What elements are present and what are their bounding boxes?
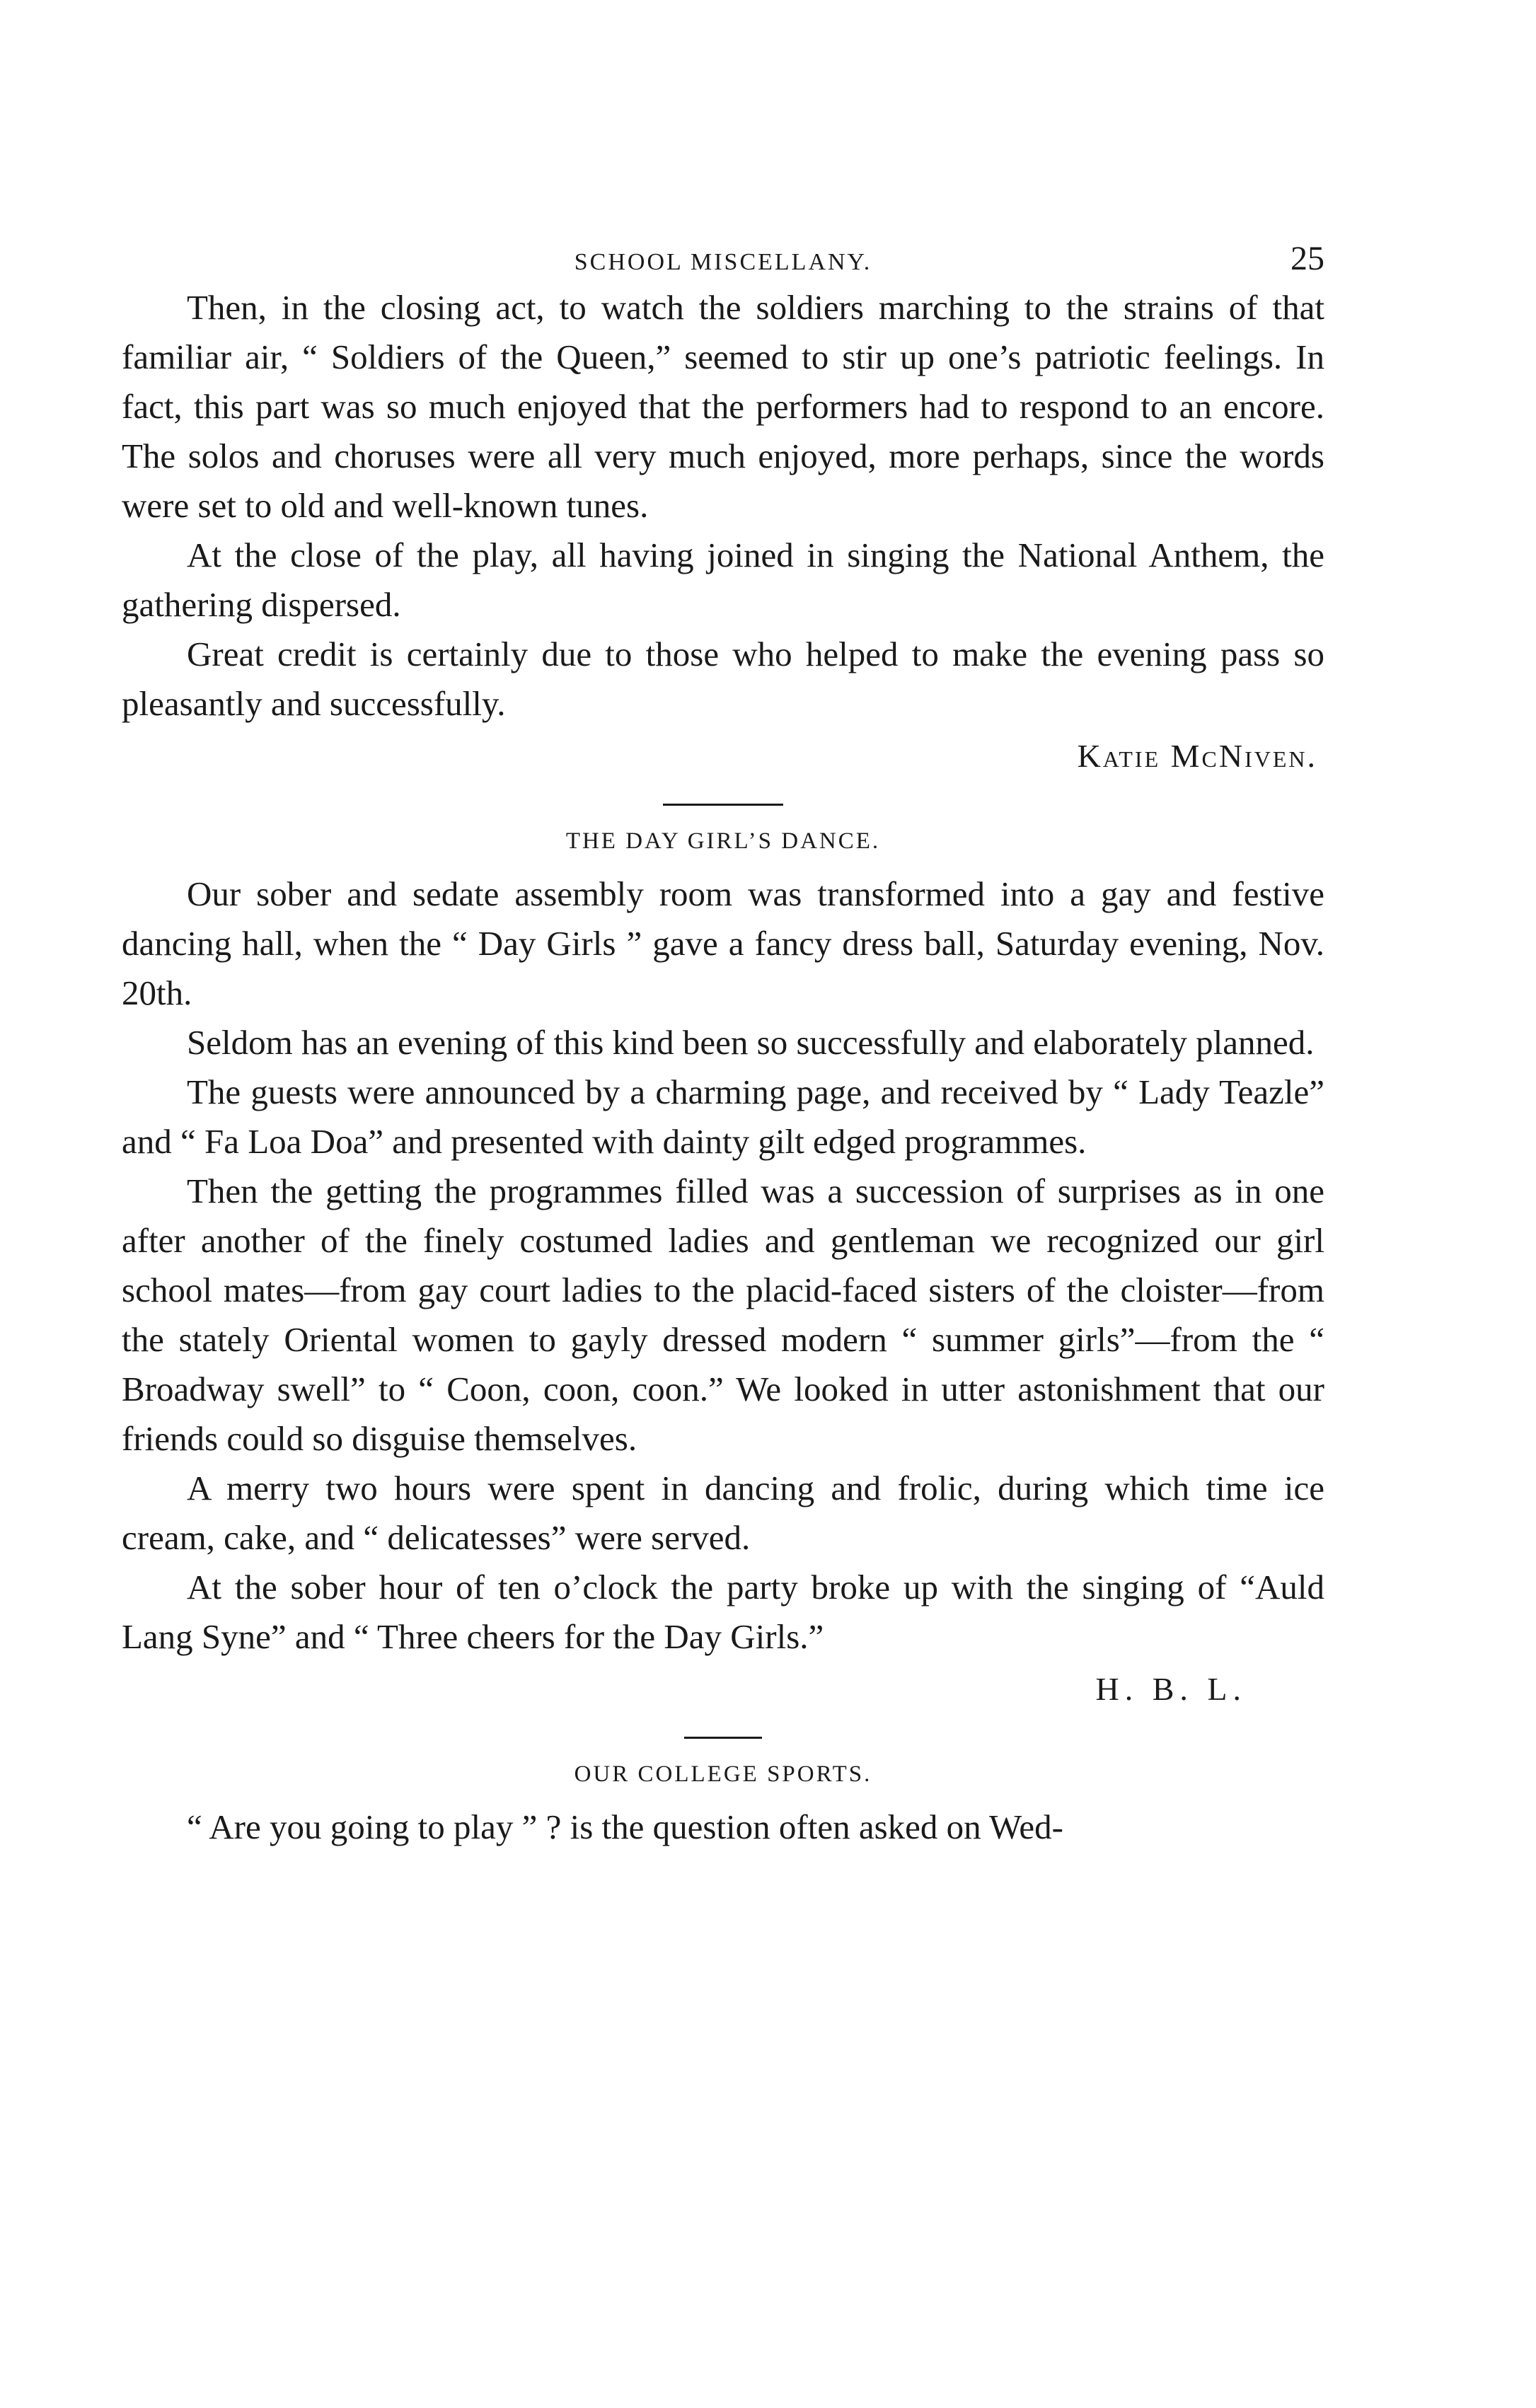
section-divider — [684, 1737, 762, 1739]
paragraph: At the sober hour of ten o’clock the party broke up with the singing of “Auld Lang Syne” and “ Three cheers for the Day Girls.” — [122, 1568, 1324, 1656]
article-college-sports — [122, 1754, 1324, 1852]
section-title: OUR COLLEGE SPORTS. — [574, 1761, 872, 1787]
paragraph: Great credit is certainly due to those who helped to make the evening pass so pleasantly and successfully. — [122, 635, 1324, 723]
section-title: THE DAY GIRL’S DANCE. — [565, 828, 881, 854]
section-divider — [663, 804, 783, 806]
author-initials: H. B. L. — [1095, 1671, 1247, 1707]
article-day-girls-dance — [122, 821, 1324, 1714]
paragraph: Then the getting the programmes filled was a succession of surprises as in one after another of the finely costumed ladies and gentleman we recognized our girl school mates—from gay court ladies to the placid-faced sisters of the cloister—from the stately Oriental women to gayly dressed modern “ summer girls”—from the “ Broadway swell” to “ Coon, coon, coon.” We looked in utter astonishment that our friends could so disguise themselves. — [122, 1171, 1324, 1458]
running-head — [122, 233, 1324, 283]
page-number: 25 — [1290, 240, 1324, 277]
paragraph: The guests were announced by a charming page, and received by “ Lady Teazle” and “ Fa Loa Doa” and presented with dainty gilt edged programmes. — [122, 1072, 1324, 1161]
author-signature: Katie McNiven. — [1077, 738, 1317, 774]
document-page — [122, 233, 1324, 1852]
paragraph: Seldom has an evening of this kind been so successfully and elaborately planned. — [187, 1023, 1315, 1062]
paragraph: Our sober and sedate assembly room was transformed into a gay and festive dancing hall, when the “ Day Girls ” gave a fancy dress ball, Saturday evening, Nov. 20th. — [122, 874, 1324, 1012]
paragraph: Then, in the closing act, to watch the soldiers marching to the strains of that familiar air, “ Soldiers of the Queen,” seemed to stir up one’s patriotic feelings. In fact, this part was so much enjoyed that the performers had to respond to an encore. The solos and choruses were all very much enjoyed, more perhaps, since the words were set to old and well-known tunes. — [122, 288, 1324, 525]
paragraph: At the close of the play, all having joined in singing the National Anthem, the gathering dispersed. — [122, 536, 1324, 624]
paragraph: “ Are you going to play ” ? is the question often asked on Wed- — [187, 1807, 1063, 1846]
article-soldiers-play — [122, 283, 1324, 781]
running-title: SCHOOL MISCELLANY. — [574, 249, 872, 275]
paragraph: A merry two hours were spent in dancing and frolic, during which time ice cream, cake, and “ delicatesses” were served. — [122, 1469, 1324, 1557]
